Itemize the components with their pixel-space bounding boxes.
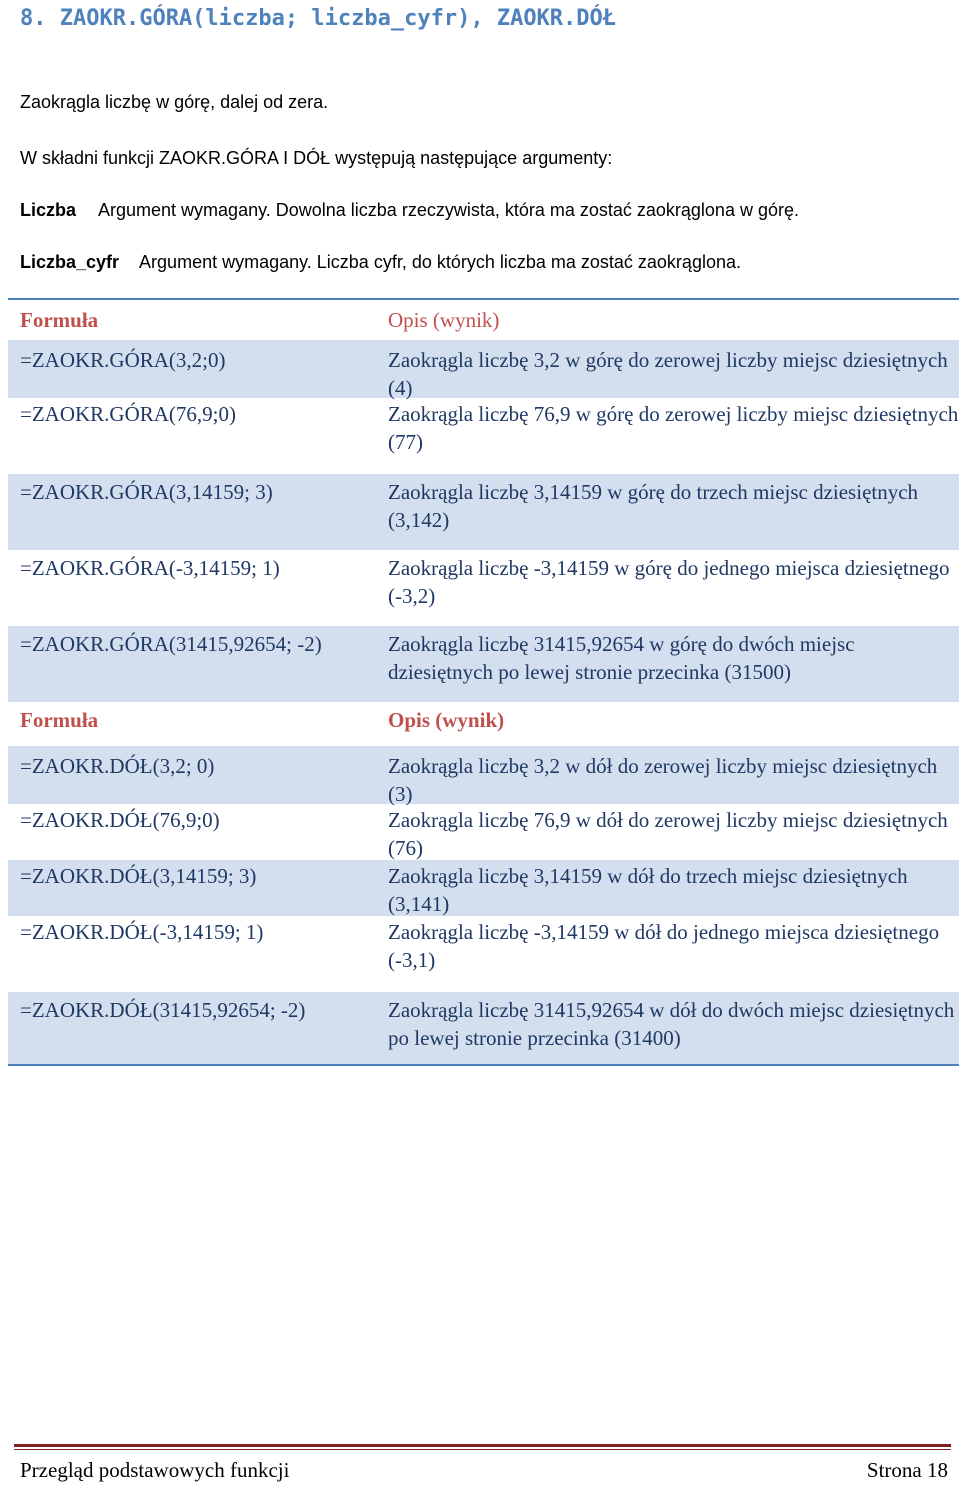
syntax-intro-text: W składni funkcji ZAOKR.GÓRA I DÓŁ występują następujące argumenty:: [20, 148, 613, 168]
header-formula: Formuła: [20, 708, 99, 732]
page-number: Strona 18: [866, 1458, 948, 1482]
intro-text: Zaokrągla liczbę w górę, dalej od zera.: [20, 92, 329, 112]
table-row: [8, 340, 959, 398]
table-header-row: [8, 702, 959, 746]
header-formula: Formuła: [20, 308, 99, 332]
formula-cell: =ZAOKR.DÓŁ(31415,92654; -2): [20, 998, 306, 1022]
description-cell: Zaokrągla liczbę 3,2 w dół do zerowej liczby miejsc dziesiętnych (3): [388, 754, 938, 806]
table-header-row: [8, 300, 959, 340]
table-row: [8, 992, 959, 1064]
formula-cell: =ZAOKR.DÓŁ(-3,14159; 1): [20, 920, 264, 944]
argument-description: Argument wymagany. Dowolna liczba rzeczywista, która ma zostać zaokrąglona w górę.: [98, 200, 799, 220]
table-row: [8, 626, 959, 702]
formula-cell: =ZAOKR.DÓŁ(3,14159; 3): [20, 864, 257, 888]
table-row: [8, 860, 959, 916]
footer-divider-thin: [14, 1449, 951, 1450]
section-heading: 8. ZAOKR.GÓRA(liczba; liczba_cyfr), ZAOKR.DÓŁ: [20, 6, 617, 31]
table-row: [8, 550, 959, 626]
footer-divider: [14, 1444, 951, 1447]
formula-cell: =ZAOKR.GÓRA(31415,92654; -2): [20, 632, 322, 656]
table-row: [8, 746, 959, 804]
description-cell: Zaokrągla liczbę 31415,92654 w górę do dwóch miejsc dziesiętnych po lewej stronie przecinka (31500): [388, 632, 855, 684]
description-cell: Zaokrągla liczbę 31415,92654 w dół do dwóch miejsc dziesiętnych po lewej stronie przecinka (31400): [388, 998, 955, 1050]
footer-title: Przegląd podstawowych funkcji: [20, 1458, 290, 1482]
description-cell: Zaokrągla liczbę 3,2 w górę do zerowej liczby miejsc dziesiętnych (4): [388, 348, 948, 400]
formula-cell: =ZAOKR.GÓRA(-3,14159; 1): [20, 556, 280, 580]
argument-name: Liczba: [20, 200, 77, 220]
formula-cell: =ZAOKR.DÓŁ(3,2; 0): [20, 754, 215, 778]
formula-cell: =ZAOKR.GÓRA(3,14159; 3): [20, 480, 273, 504]
description-cell: Zaokrągla liczbę -3,14159 w dół do jednego miejsca dziesiętnego (-3,1): [388, 920, 940, 972]
formula-cell: =ZAOKR.GÓRA(3,2;0): [20, 348, 226, 372]
formula-cell: =ZAOKR.DÓŁ(76,9;0): [20, 808, 220, 832]
description-cell: Zaokrągla liczbę 76,9 w górę do zerowej liczby miejsc dziesiętnych (77): [388, 402, 959, 454]
examples-table: [8, 298, 959, 1066]
description-cell: Zaokrągla liczbę 76,9 w dół do zerowej liczby miejsc dziesiętnych (76): [388, 808, 948, 860]
description-cell: Zaokrągla liczbę 3,14159 w górę do trzech miejsc dziesiętnych (3,142): [388, 480, 919, 532]
argument-liczba-cyfr: [20, 252, 741, 273]
description-cell: Zaokrągla liczbę 3,14159 w dół do trzech miejsc dziesiętnych (3,141): [388, 864, 908, 916]
argument-description: Argument wymagany. Liczba cyfr, do których liczba ma zostać zaokrąglona.: [139, 252, 741, 272]
argument-name: Liczba_cyfr: [20, 252, 120, 272]
table-row: [8, 804, 959, 860]
table-row: [8, 474, 959, 550]
formula-cell: =ZAOKR.GÓRA(76,9;0): [20, 402, 236, 426]
table-row: [8, 916, 959, 992]
header-description: Opis (wynik): [388, 708, 505, 732]
description-cell: Zaokrągla liczbę -3,14159 w górę do jednego miejsca dziesiętnego (-3,2): [388, 556, 950, 608]
header-description: Opis (wynik): [388, 308, 500, 332]
argument-liczba: [20, 200, 799, 221]
table-row: [8, 398, 959, 474]
